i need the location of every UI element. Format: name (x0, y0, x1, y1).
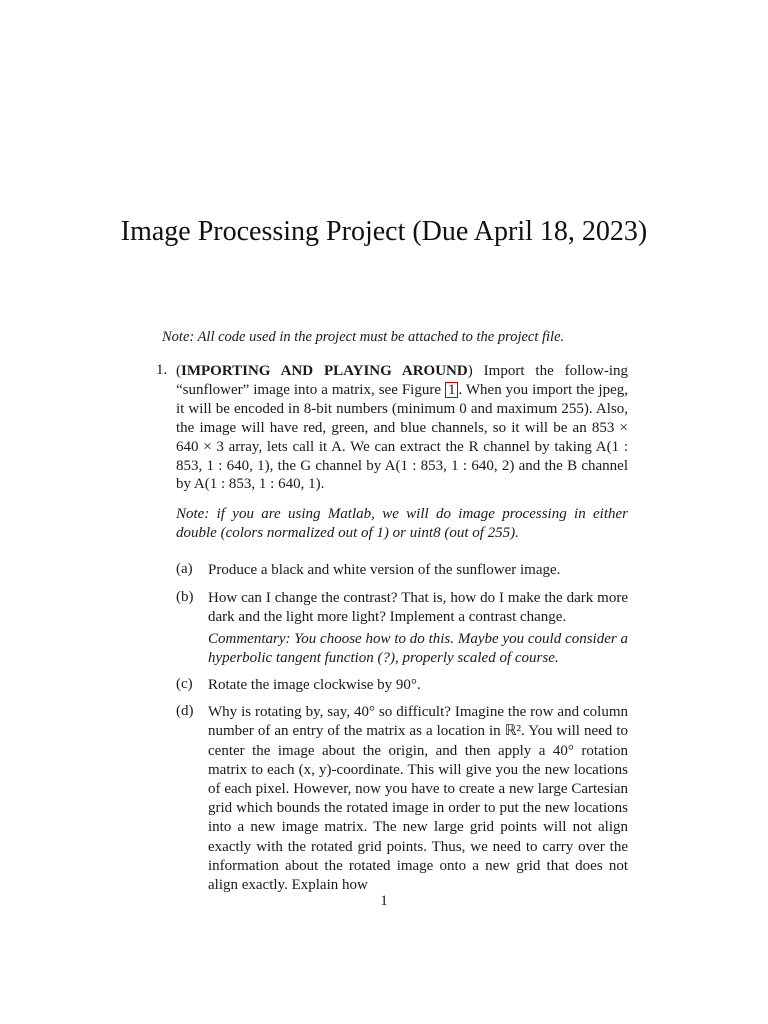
item-1-heading: IMPORTING AND PLAYING AROUND (181, 363, 468, 379)
item-1-text-b: . When you import the jpeg, it will be encoded in 8-bit numbers (minimum 0 and maximum 255). Also, the image will have red, green, and blue channels, so it will be an 853 × 640 × 3 array, lets call it A. We can extract the R channel by taking A(1 : 853, 1 : 640, 1), the G channel by A(1 : 853, 1 : 640, 2) and the B channel by A(1 : 853, 1 : 640, 1). (176, 381, 628, 493)
subitem-d-letter: (d) (176, 703, 194, 720)
subitem-a-text: Produce a black and white version of the sunflower image. (208, 562, 561, 579)
document-title: Image Processing Project (Due April 18, 2023) (120, 216, 648, 247)
page-number: 1 (380, 893, 388, 909)
item-1-paragraph: (IMPORTING AND PLAYING AROUND) Import the follow-ing “sunflower” image into a matrix, see Figure 1 . When you import the jpeg, it will be encoded in 8-bit numbers (minimum 0 and maximum 255). Also, the image will have red, green, and blue channels, so it will be an 853 × 640 × 3 array, lets call it A. We can extract the R channel by taking A(1 : 853, 1 : 640, 1), the G channel by A(1 : 853, 1 : 640, 2) and the B channel by A(1 : 853, 1 : 640, 1). (176, 363, 628, 493)
subitem-d (176, 703, 628, 895)
subitem-d-text: Why is rotating by, say, 40° so difficult? Imagine the row and column number of an entry of the matrix as a location in ℝ². You will need to center the image about the origin, and then apply a 40° rotation matrix to each (x, y)-coordinate. This will give you the new locations of each pixel. However, now you have to create a new large Cartesian grid which bounds the rotated image in order to put the new locations into a new image matrix. The new large grid points will not align exactly with the rotated grid points. Thus, we need to carry over the information about the rotated image onto a new grid that does not align exactly. Explain how (208, 704, 628, 893)
item-1 (156, 362, 628, 903)
subitem-c (176, 676, 628, 695)
subitem-b-text: How can I change the contrast? That is, how do I make the dark more dark and the light more light? Implement a contrast change. (208, 589, 628, 625)
matlab-note: Note: if you are using Matlab, we will do image processing in either double (colors normalized out of 1) or uint8 (out of 255). (176, 506, 628, 542)
code-attachment-note: Note: All code used in the project must be attached to the project file. (162, 329, 565, 345)
item-1-text-a: ) Import the follow-ing “sunflower” image into a matrix, see Figure (176, 363, 628, 398)
subitem-a-letter: (a) (176, 561, 193, 578)
subitem-list (176, 561, 628, 895)
item-1-number: 1. (156, 362, 168, 378)
subitem-a (176, 561, 628, 580)
subitem-b-letter: (b) (176, 588, 194, 605)
subitem-b (176, 589, 628, 668)
subitem-c-letter: (c) (176, 675, 193, 692)
subitem-b-commentary: Commentary: You choose how to do this. Maybe you could consider a hyperbolic tangent function (?), properly scaled of course. (208, 630, 628, 666)
figure-1-link[interactable]: 1 (445, 382, 459, 398)
subitem-c-text: Rotate the image clockwise by 90°. (208, 676, 421, 693)
